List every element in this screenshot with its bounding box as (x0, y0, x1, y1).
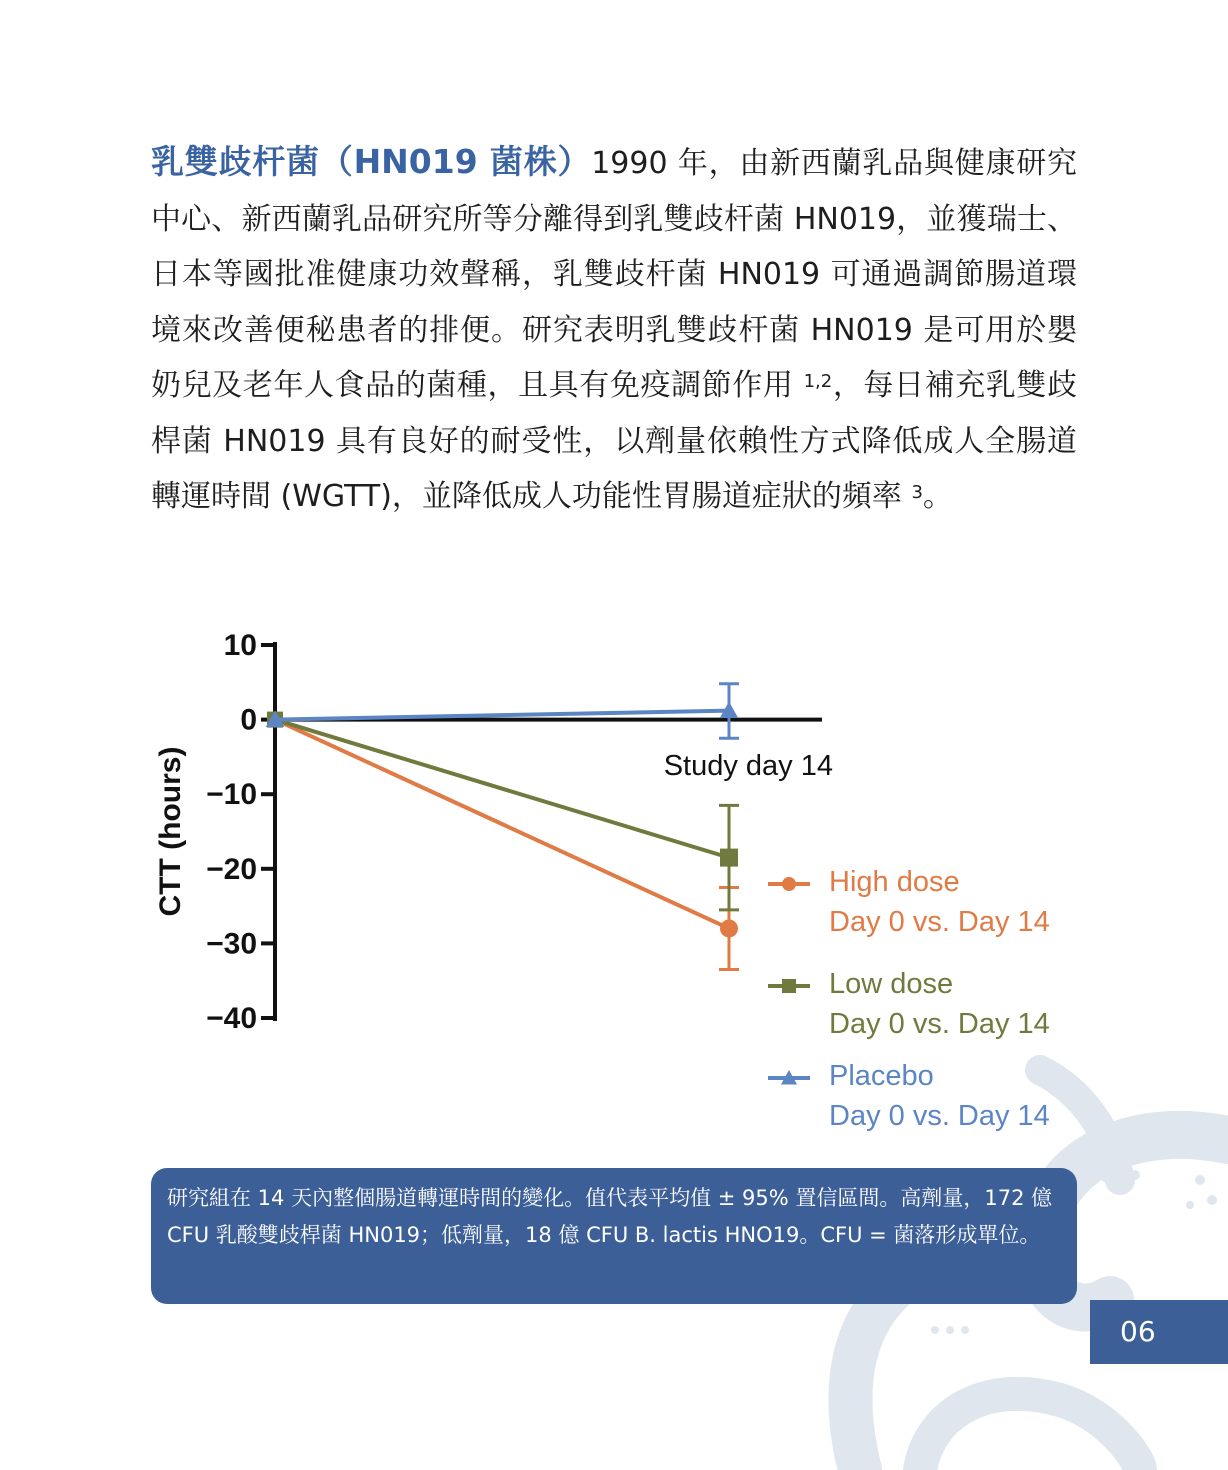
y-tick-label: −10 (206, 778, 257, 812)
reference-superscript-1: 1,2 (803, 371, 833, 392)
y-tick-label: −40 (206, 1002, 257, 1035)
y-tick-label: 0 (240, 703, 257, 737)
y-tick-label: 10 (223, 629, 257, 662)
data-point-square (720, 849, 738, 867)
legend-series-comparison: Day 0 vs. Day 14 (829, 906, 1050, 938)
legend-item-high-dose (768, 866, 1050, 938)
reference-superscript-2: 3 (911, 482, 923, 503)
data-point-circle (720, 919, 738, 937)
y-axis-label: CTT (hours) (154, 746, 187, 917)
y-tick-label: −20 (206, 852, 257, 886)
chart-series (266, 684, 739, 970)
intro-paragraph (151, 134, 1077, 525)
paragraph-text-part-1: 1990 年，由新西蘭乳品與健康研究中心、新西蘭乳品研究所等分離得到乳雙歧杆菌 HN019，並獲瑞士、日本等國批准健康功效聲稱，乳雙歧杆菌 HN019 可通過調節腸道環境來改善便秘患者的排便。研究表明乳雙歧杆菌 HN019 是可用於嬰奶兒及老年人食品的菌種，且具有免疫調節作用 (151, 146, 1077, 403)
chart-legend (768, 866, 1050, 1132)
page-number-tab (1090, 1300, 1228, 1364)
legend-item-low-dose (768, 968, 1050, 1040)
figure-caption-box (151, 1168, 1077, 1304)
series-line (275, 720, 729, 929)
chart-axes (154, 629, 833, 1035)
series-low-dose (267, 712, 739, 910)
study-day-annotation: Study day 14 (663, 750, 833, 782)
data-point-circle (782, 877, 796, 891)
ctt-line-chart (140, 615, 1100, 1155)
strain-name-highlight: 乳雙歧杆菌（HN019 菌株） (151, 142, 592, 181)
figure-caption-text: 研究組在 14 天內整個腸道轉運時間的變化。值代表平均值 ± 95% 置信區間。高劑量，172 億 CFU 乳酸雙歧桿菌 HN019；低劑量，18 億 CFU B. lactis HNO19。CFU = 菌落形成單位。 (167, 1186, 1053, 1247)
series-placebo (266, 684, 739, 738)
legend-series-name: High dose (829, 866, 960, 898)
page-number: 06 (1120, 1315, 1156, 1348)
y-tick-label: −30 (206, 927, 257, 961)
legend-item-placebo (768, 1060, 1050, 1132)
data-point-square (782, 979, 796, 993)
paragraph-text-part-2: ，每日補充乳雙歧桿菌 HN019 具有良好的耐受性，以劑量依賴性方式降低成人全腸道轉運時間 (WGTT)，並降低成人功能性胃腸道症狀的頻率 (151, 368, 1077, 514)
series-line (275, 720, 729, 858)
legend-series-name: Low dose (829, 968, 954, 1000)
paragraph-text-part-3: 。 (922, 479, 953, 514)
legend-series-comparison: Day 0 vs. Day 14 (829, 1100, 1050, 1132)
legend-series-comparison: Day 0 vs. Day 14 (829, 1008, 1050, 1040)
legend-series-name: Placebo (829, 1060, 934, 1092)
